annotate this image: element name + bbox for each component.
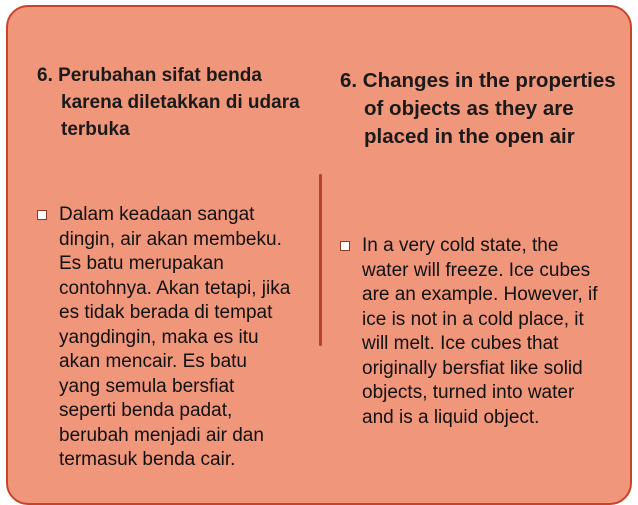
right-heading: 6. Changes in the properties of objects as they are placed in the open air <box>340 69 616 148</box>
column-divider <box>319 174 322 346</box>
left-bullet <box>37 203 291 473</box>
right-bullet <box>340 234 602 430</box>
right-bullet-text: In a very cold state, the water will freeze. Ice cubes are an example. However, if ice is not in a cold place, it will melt. Ice cubes that originally bersfiat like solid objects, turned into water and is a liquid object. <box>362 235 598 428</box>
bullet-square-icon <box>37 210 47 220</box>
bullet-square-icon <box>340 241 350 251</box>
left-heading: 6. Perubahan sifat benda karena diletakkan di udara terbuka <box>37 65 300 140</box>
left-bullet-text: Dalam keadaan sangat dingin, air akan membeku. Es batu merupakan contohnya. Akan tetapi, jika es tidak berada di tempat yangdingin, maka es itu akan mencair. Es batu yang semula bersfiat seperti benda padat, berubah menjadi air dan termasuk benda cair. <box>59 204 291 470</box>
slide <box>6 5 632 505</box>
